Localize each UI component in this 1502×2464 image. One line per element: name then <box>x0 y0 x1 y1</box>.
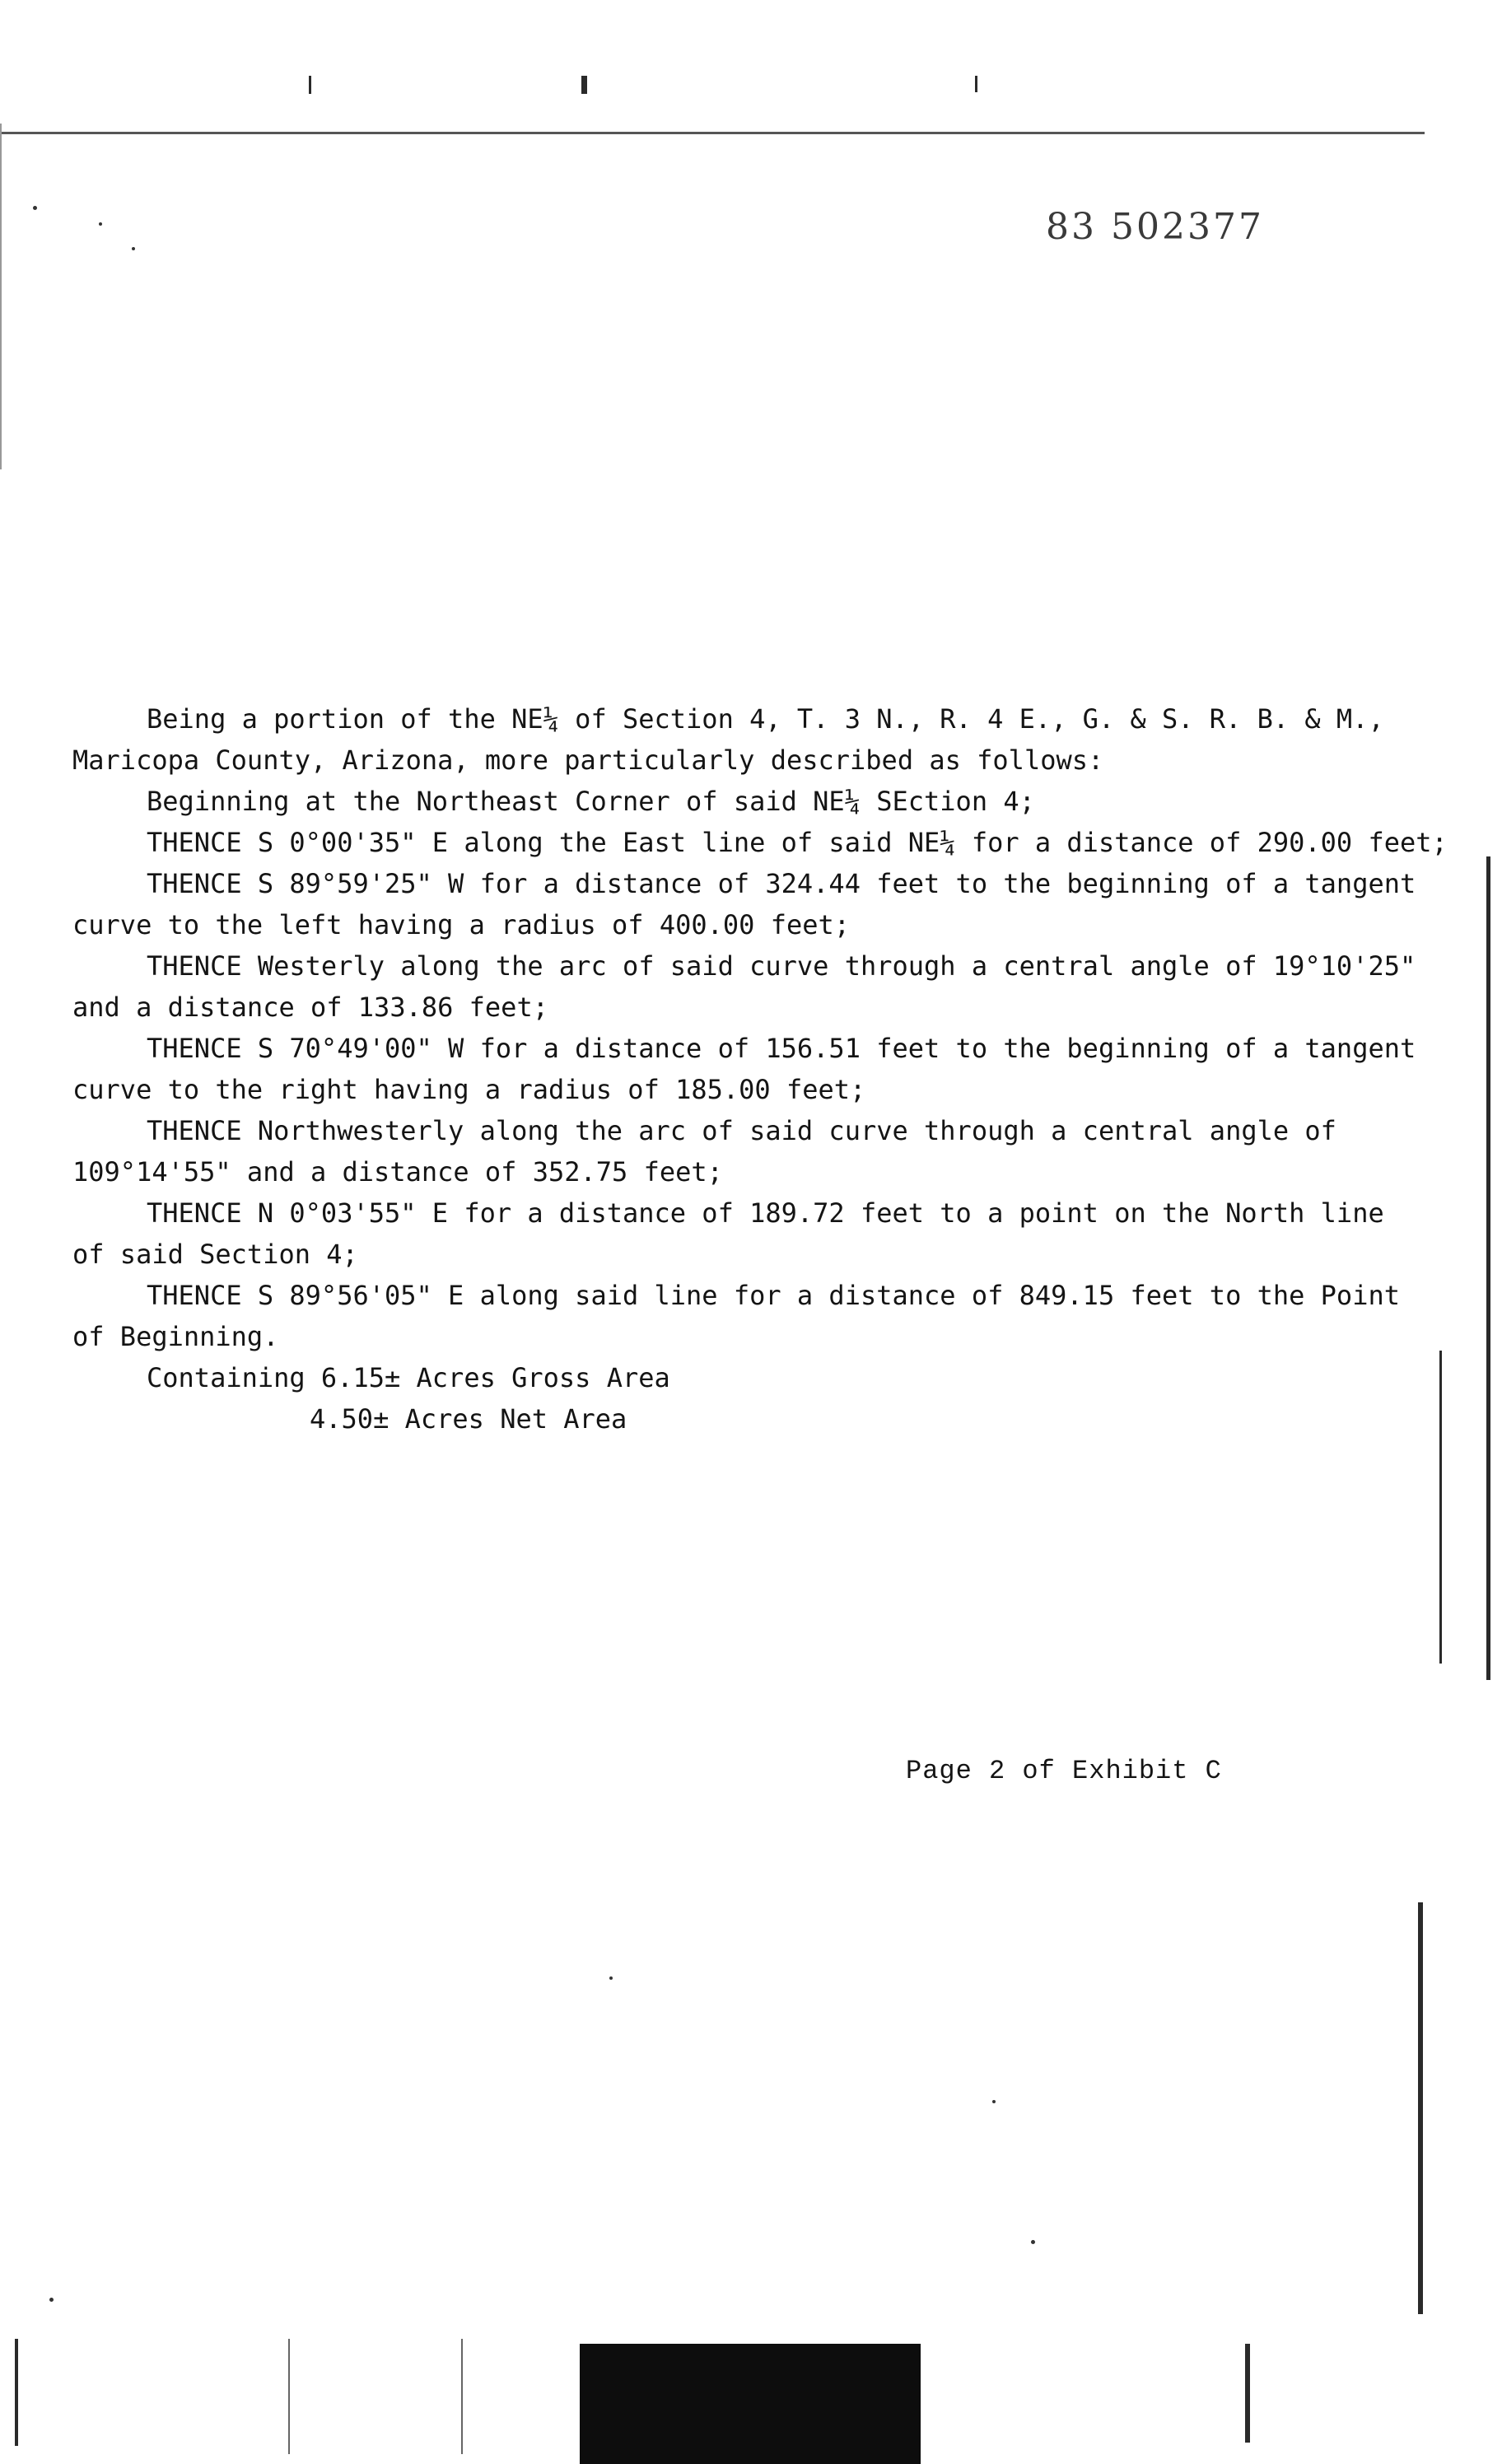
legal-line: 4.50± Acres Net Area <box>310 1403 627 1435</box>
legal-line: THENCE Northwesterly along the arc of said curve through a central angle of <box>147 1115 1336 1146</box>
scan-top-rule <box>0 132 1425 134</box>
legal-line: Beginning at the Northeast Corner of said NE¼ SEction 4; <box>147 786 1035 817</box>
legal-line: Being a portion of the NE¼ of Section 4, T. 3 N., R. 4 E., G. & S. R. B. & M., <box>147 703 1384 735</box>
legal-line: THENCE S 70°49'00" W for a distance of 156.51 feet to the beginning of a tangent <box>147 1033 1416 1064</box>
legal-line: curve to the right having a radius of 185.00 feet; <box>72 1074 866 1105</box>
scan-speck <box>99 222 102 226</box>
legal-line: THENCE S 89°59'25" W for a distance of 324.44 feet to the beginning of a tangent <box>147 868 1416 899</box>
scan-bottom-line-2 <box>288 2339 290 2454</box>
scan-bottom-line-4 <box>1245 2344 1250 2443</box>
scan-speck <box>49 2298 54 2302</box>
legal-line: Maricopa County, Arizona, more particularly described as follows: <box>72 744 1104 776</box>
scan-speck <box>1031 2240 1035 2244</box>
legal-line: THENCE Westerly along the arc of said curve through a central angle of 19°10'25" <box>147 950 1416 982</box>
legal-line: and a distance of 133.86 feet; <box>72 992 548 1023</box>
scan-top-tick-2 <box>581 76 587 94</box>
scan-top-tick-1 <box>309 76 311 94</box>
legal-line: of Beginning. <box>72 1321 279 1352</box>
page-footer: Page 2 of Exhibit C <box>906 1756 1222 1786</box>
recording-number: 83 502377 <box>1046 206 1264 248</box>
scan-bottom-line-3 <box>461 2339 463 2454</box>
scan-top-tick-3 <box>975 76 977 92</box>
scan-right-margin-line-2 <box>1439 1351 1442 1664</box>
scan-left-edge <box>0 124 2 469</box>
legal-description <box>72 698 1448 1440</box>
scan-bottom-dark-block <box>580 2344 921 2464</box>
scan-speck <box>992 2100 996 2103</box>
scan-right-margin-line <box>1486 856 1490 1680</box>
scan-speck <box>609 1976 613 1980</box>
scan-bottom-left-line <box>15 2339 18 2446</box>
legal-line: of said Section 4; <box>72 1239 358 1270</box>
legal-line: THENCE S 0°00'35" E along the East line of said NE¼ for a distance of 290.00 feet; <box>147 827 1448 858</box>
scan-speck <box>132 247 135 250</box>
legal-line: Containing 6.15± Acres Gross Area <box>147 1362 670 1393</box>
legal-line: THENCE N 0°03'55" E for a distance of 189.72 feet to a point on the North line <box>147 1197 1384 1229</box>
legal-line: 109°14'55" and a distance of 352.75 feet; <box>72 1156 723 1188</box>
scan-speck <box>33 206 37 210</box>
scan-bottom-right-line <box>1418 1902 1423 2314</box>
legal-line: curve to the left having a radius of 400.00 feet; <box>72 909 851 940</box>
legal-line: THENCE S 89°56'05" E along said line for a distance of 849.15 feet to the Point <box>147 1280 1400 1311</box>
